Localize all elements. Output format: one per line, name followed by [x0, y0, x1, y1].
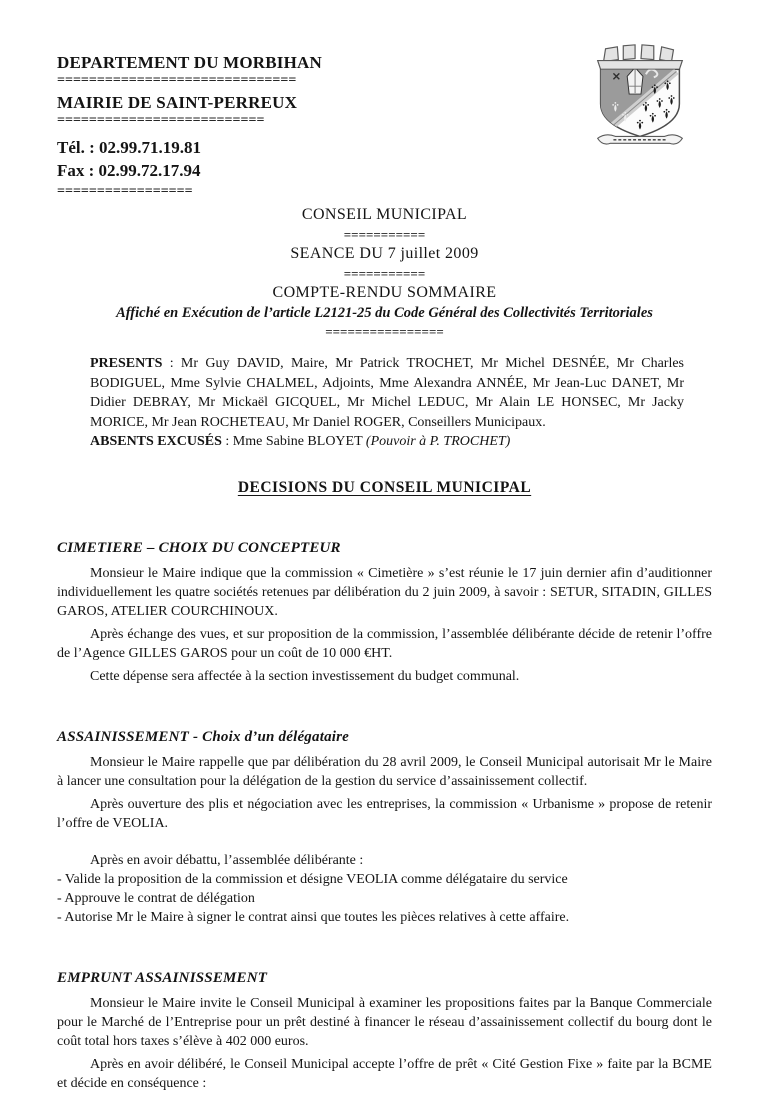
fax-line: Fax : 02.99.72.17.94: [57, 161, 201, 180]
presents-paragraph: [90, 354, 684, 432]
presents-text: : Mr Guy DAVID, Maire, Mr Patrick TROCHET, Mr Michel DESNÉE, Mr Charles BODIGUEL, Mme Sylvie CHALMEL, Adjoints, Mme Alexandra ANNÉE, Mr Jean-Luc DANET, Mr Didier DEBRAY, Mr Mickaël GICQUEL, Mr Michel LEDUC, Mr Alain LE HONSEC, Mr Jacky MORICE, Mr Jean ROCHETEAU, Mr Daniel ROGER, Conseillers Municipaux.: [90, 356, 684, 430]
department-name: DEPARTEMENT DU MORBIHAN: [57, 53, 322, 72]
separator: =================: [57, 184, 193, 199]
paragraph: Monsieur le Maire rappelle que par délibération du 28 avril 2009, le Conseil Municipal autorisait Mr le Maire à lancer une consultation pour la délégation de la gestion du service d’assainissement collectif.: [57, 754, 712, 789]
report-title: COMPTE-RENDU SOMMAIRE: [272, 284, 497, 301]
separator: ===========: [343, 227, 426, 242]
separator: ================: [325, 324, 444, 339]
session-date: SEANCE DU 7 juillet 2009: [290, 245, 479, 262]
document-title: CONSEIL MUNICIPAL: [301, 206, 468, 223]
legal-notice: Affiché en Exécution de l’article L2121-25 du Code Général des Collectivités Territoriales: [116, 305, 653, 321]
presents-label: PRESENTS: [90, 356, 163, 371]
paragraph: Après ouverture des plis et négociation avec les entreprises, la commission « Urbanisme » propose de retenir l’offre de VEOLIA.: [57, 796, 712, 831]
attendance-block: [90, 354, 684, 452]
paragraph: Après en avoir délibéré, le Conseil Municipal accepte l’offre de prêt « Cité Gestion Fixe » faite par la BCME et décide en conséquence :: [57, 1056, 712, 1091]
crown-shape: [598, 45, 683, 70]
title-block: [57, 205, 712, 337]
decisions-heading: DECISIONS DU CONSEIL MUNICIPAL: [237, 478, 532, 496]
paragraph: Monsieur le Maire invite le Conseil Municipal à examiner les propositions faites par la Banque Commerciale pour le Marché de l’Entreprise pour un prêt destiné à financer le réseau d’assainissement collectif du bourg dont le coût total hors taxes s’élève à 402 000 euros.: [57, 995, 712, 1049]
section-heading: EMPRUNT ASSAINISSEMENT: [57, 969, 268, 986]
motto-scroll: [598, 135, 683, 144]
list-item: - Approuve le contrat de délégation: [57, 890, 255, 906]
separator: ===========: [343, 266, 426, 281]
list-item: - Autorise Mr le Maire à signer le contrat ainsi que toutes les pièces relatives à cette affaire.: [57, 909, 570, 925]
coat-of-arms-icon: [576, 42, 704, 154]
paragraph: Après échange des vues, et sur proposition de la commission, l’assemblée délibérante décide de retenir l’offre de l’Agence GILLES GAROS pour un coût de 10 000 €HT.: [57, 626, 712, 661]
absents-label: ABSENTS EXCUSÉS: [90, 434, 222, 449]
paragraph: Après en avoir débattu, l’assemblée délibérante :: [90, 852, 364, 868]
mairie-name: MAIRIE DE SAINT-PERREUX: [57, 93, 298, 112]
absents-paragraph: [90, 432, 684, 452]
section-assainissement: [57, 729, 712, 927]
phone-line: Tél. : 02.99.71.19.81: [57, 138, 202, 157]
separator: ==========================: [57, 113, 265, 128]
section-heading: CIMETIERE – CHOIX DU CONCEPTEUR: [57, 539, 341, 556]
absents-note: (Pouvoir à P. TROCHET): [365, 434, 511, 449]
paragraph: Cette dépense sera affectée à la section investissement du budget communal.: [90, 668, 520, 684]
absents-text: : Mme Sabine BLOYET: [221, 434, 366, 449]
section-heading: ASSAINISSEMENT - Choix d’un délégataire: [57, 728, 350, 745]
list-item: - Valide la proposition de la commission et désigne VEOLIA comme délégataire du service: [57, 871, 568, 887]
section-emprunt: [57, 970, 712, 1093]
paragraph: Monsieur le Maire indique que la commission « Cimetière » s’est réunie le 17 juin dernier afin d’auditionner individuellement les quatre sociétés retenues par délibération du 2 juin 2009, à savoir : SETUR, SITADIN, GILLES GAROS, ATELIER COURCHINOUX.: [57, 565, 712, 619]
separator: ==============================: [57, 73, 297, 88]
section-cimetiere: [57, 540, 712, 686]
